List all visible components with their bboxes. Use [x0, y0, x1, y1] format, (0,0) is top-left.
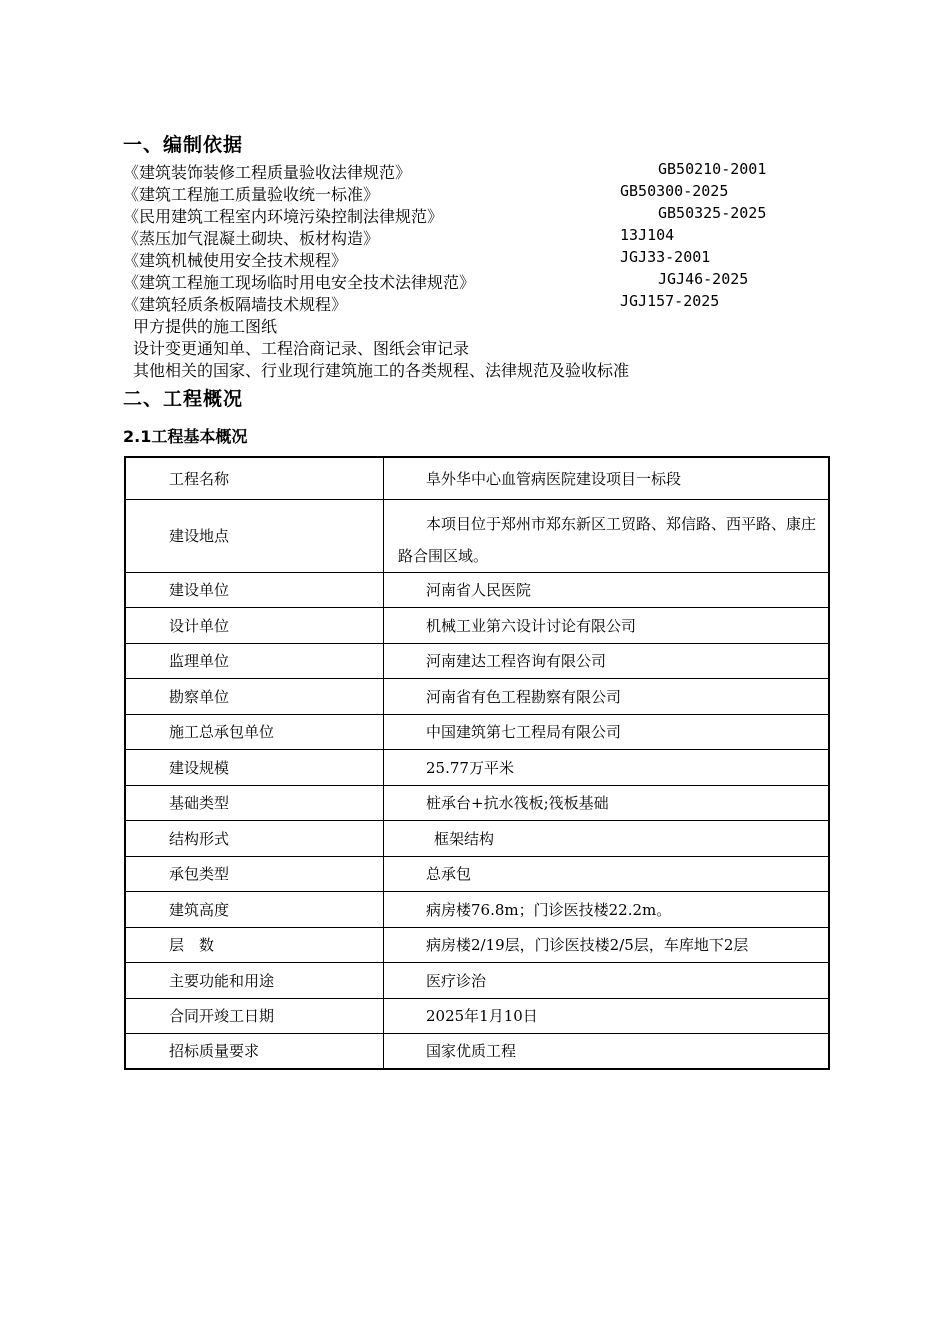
row-label: 建筑高度	[125, 891, 384, 927]
row-value: 河南省有色工程勘察有限公司	[384, 678, 830, 714]
table-row	[125, 572, 829, 607]
row-label: 建设规模	[125, 749, 384, 785]
basis-item-changes: 设计变更通知单、工程洽商记录、图纸会审记录	[133, 339, 470, 358]
reference-code: JGJ46-2025	[658, 270, 749, 288]
basis-item-drawings: 甲方提供的施工图纸	[133, 317, 278, 336]
reference-item	[123, 182, 843, 204]
table-row	[125, 927, 829, 962]
row-value: 桩承台+抗水筏板;筏板基础	[384, 785, 830, 820]
row-label: 监理单位	[125, 643, 384, 678]
reference-item	[123, 204, 843, 226]
reference-name: 《建筑机械使用安全技术规程》	[123, 251, 348, 270]
table-row	[125, 856, 829, 891]
row-label: 施工总承包单位	[125, 714, 384, 749]
row-value: 国家优质工程	[384, 1033, 830, 1069]
row-label: 建设单位	[125, 572, 384, 607]
subsection-title-basic-overview: 2.1工程基本概况	[123, 427, 248, 446]
row-value: 医疗诊治	[384, 962, 830, 998]
section-title-overview: 二、工程概况	[123, 388, 244, 410]
row-label: 设计单位	[125, 607, 384, 643]
row-label: 勘察单位	[125, 678, 384, 714]
row-value: 河南建达工程咨询有限公司	[384, 643, 830, 678]
row-label: 招标质量要求	[125, 1033, 384, 1069]
row-value: 中国建筑第七工程局有限公司	[384, 714, 830, 749]
table-row	[125, 749, 829, 785]
table-row	[125, 820, 829, 856]
reference-item	[123, 292, 843, 314]
reference-code: GB50300-2025	[620, 182, 729, 200]
table-row	[125, 499, 829, 572]
table-row	[125, 891, 829, 927]
reference-name: 《建筑工程施工现场临时用电安全技术法律规范》	[123, 273, 476, 292]
table-row	[125, 457, 829, 499]
reference-name: 《建筑工程施工质量验收统一标准》	[123, 185, 380, 204]
row-value: 机械工业第六设计讨论有限公司	[384, 607, 830, 643]
row-value: 病房楼76.8m；门诊医技楼22.2m。	[384, 891, 830, 927]
row-value: 阜外华中心血管病医院建设项目一标段	[384, 457, 830, 499]
reference-item	[123, 226, 843, 248]
row-value: 总承包	[384, 856, 830, 891]
row-label: 结构形式	[125, 820, 384, 856]
table-row	[125, 962, 829, 998]
reference-code: JGJ157-2025	[620, 292, 720, 310]
row-label: 建设地点	[125, 499, 384, 572]
table-row	[125, 714, 829, 749]
reference-code: GB50210-2001	[658, 160, 767, 178]
basis-item-other-standards: 其他相关的国家、行业现行建筑施工的各类规程、法律规范及验收标准	[133, 361, 630, 380]
row-value: 框架结构	[384, 820, 830, 856]
table-row	[125, 678, 829, 714]
row-label: 工程名称	[125, 457, 384, 499]
row-label: 主要功能和用途	[125, 962, 384, 998]
project-info-table	[124, 456, 830, 1070]
reference-code: JGJ33-2001	[620, 248, 711, 266]
table-row	[125, 1033, 829, 1069]
reference-name: 《建筑装饰装修工程质量验收法律规范》	[123, 163, 412, 182]
reference-name: 《民用建筑工程室内环境污染控制法律规范》	[123, 207, 444, 226]
reference-item	[123, 270, 843, 292]
reference-code: 13J104	[620, 226, 675, 244]
table-row	[125, 643, 829, 678]
row-value: 本项目位于郑州市郑东新区工贸路、郑信路、西平路、康庄路合围区域。	[384, 499, 830, 572]
row-label: 合同开竣工日期	[125, 998, 384, 1033]
table-row	[125, 607, 829, 643]
reference-item	[123, 248, 843, 270]
reference-name: 《蒸压加气混凝土砌块、板材构造》	[123, 229, 380, 248]
row-value: 病房楼2/19层，门诊医技楼2/5层，车库地下2层	[384, 927, 830, 962]
row-label: 层 数	[125, 927, 384, 962]
row-value: 25.77万平米	[384, 749, 830, 785]
reference-item	[123, 160, 843, 182]
reference-name: 《建筑轻质条板隔墙技术规程》	[123, 295, 348, 314]
table-row	[125, 998, 829, 1033]
row-value: 2025年1月10日	[384, 998, 830, 1033]
table-row	[125, 785, 829, 820]
row-label: 基础类型	[125, 785, 384, 820]
section-title-basis: 一、编制依据	[123, 134, 244, 156]
row-value: 河南省人民医院	[384, 572, 830, 607]
reference-code: GB50325-2025	[658, 204, 767, 222]
row-label: 承包类型	[125, 856, 384, 891]
